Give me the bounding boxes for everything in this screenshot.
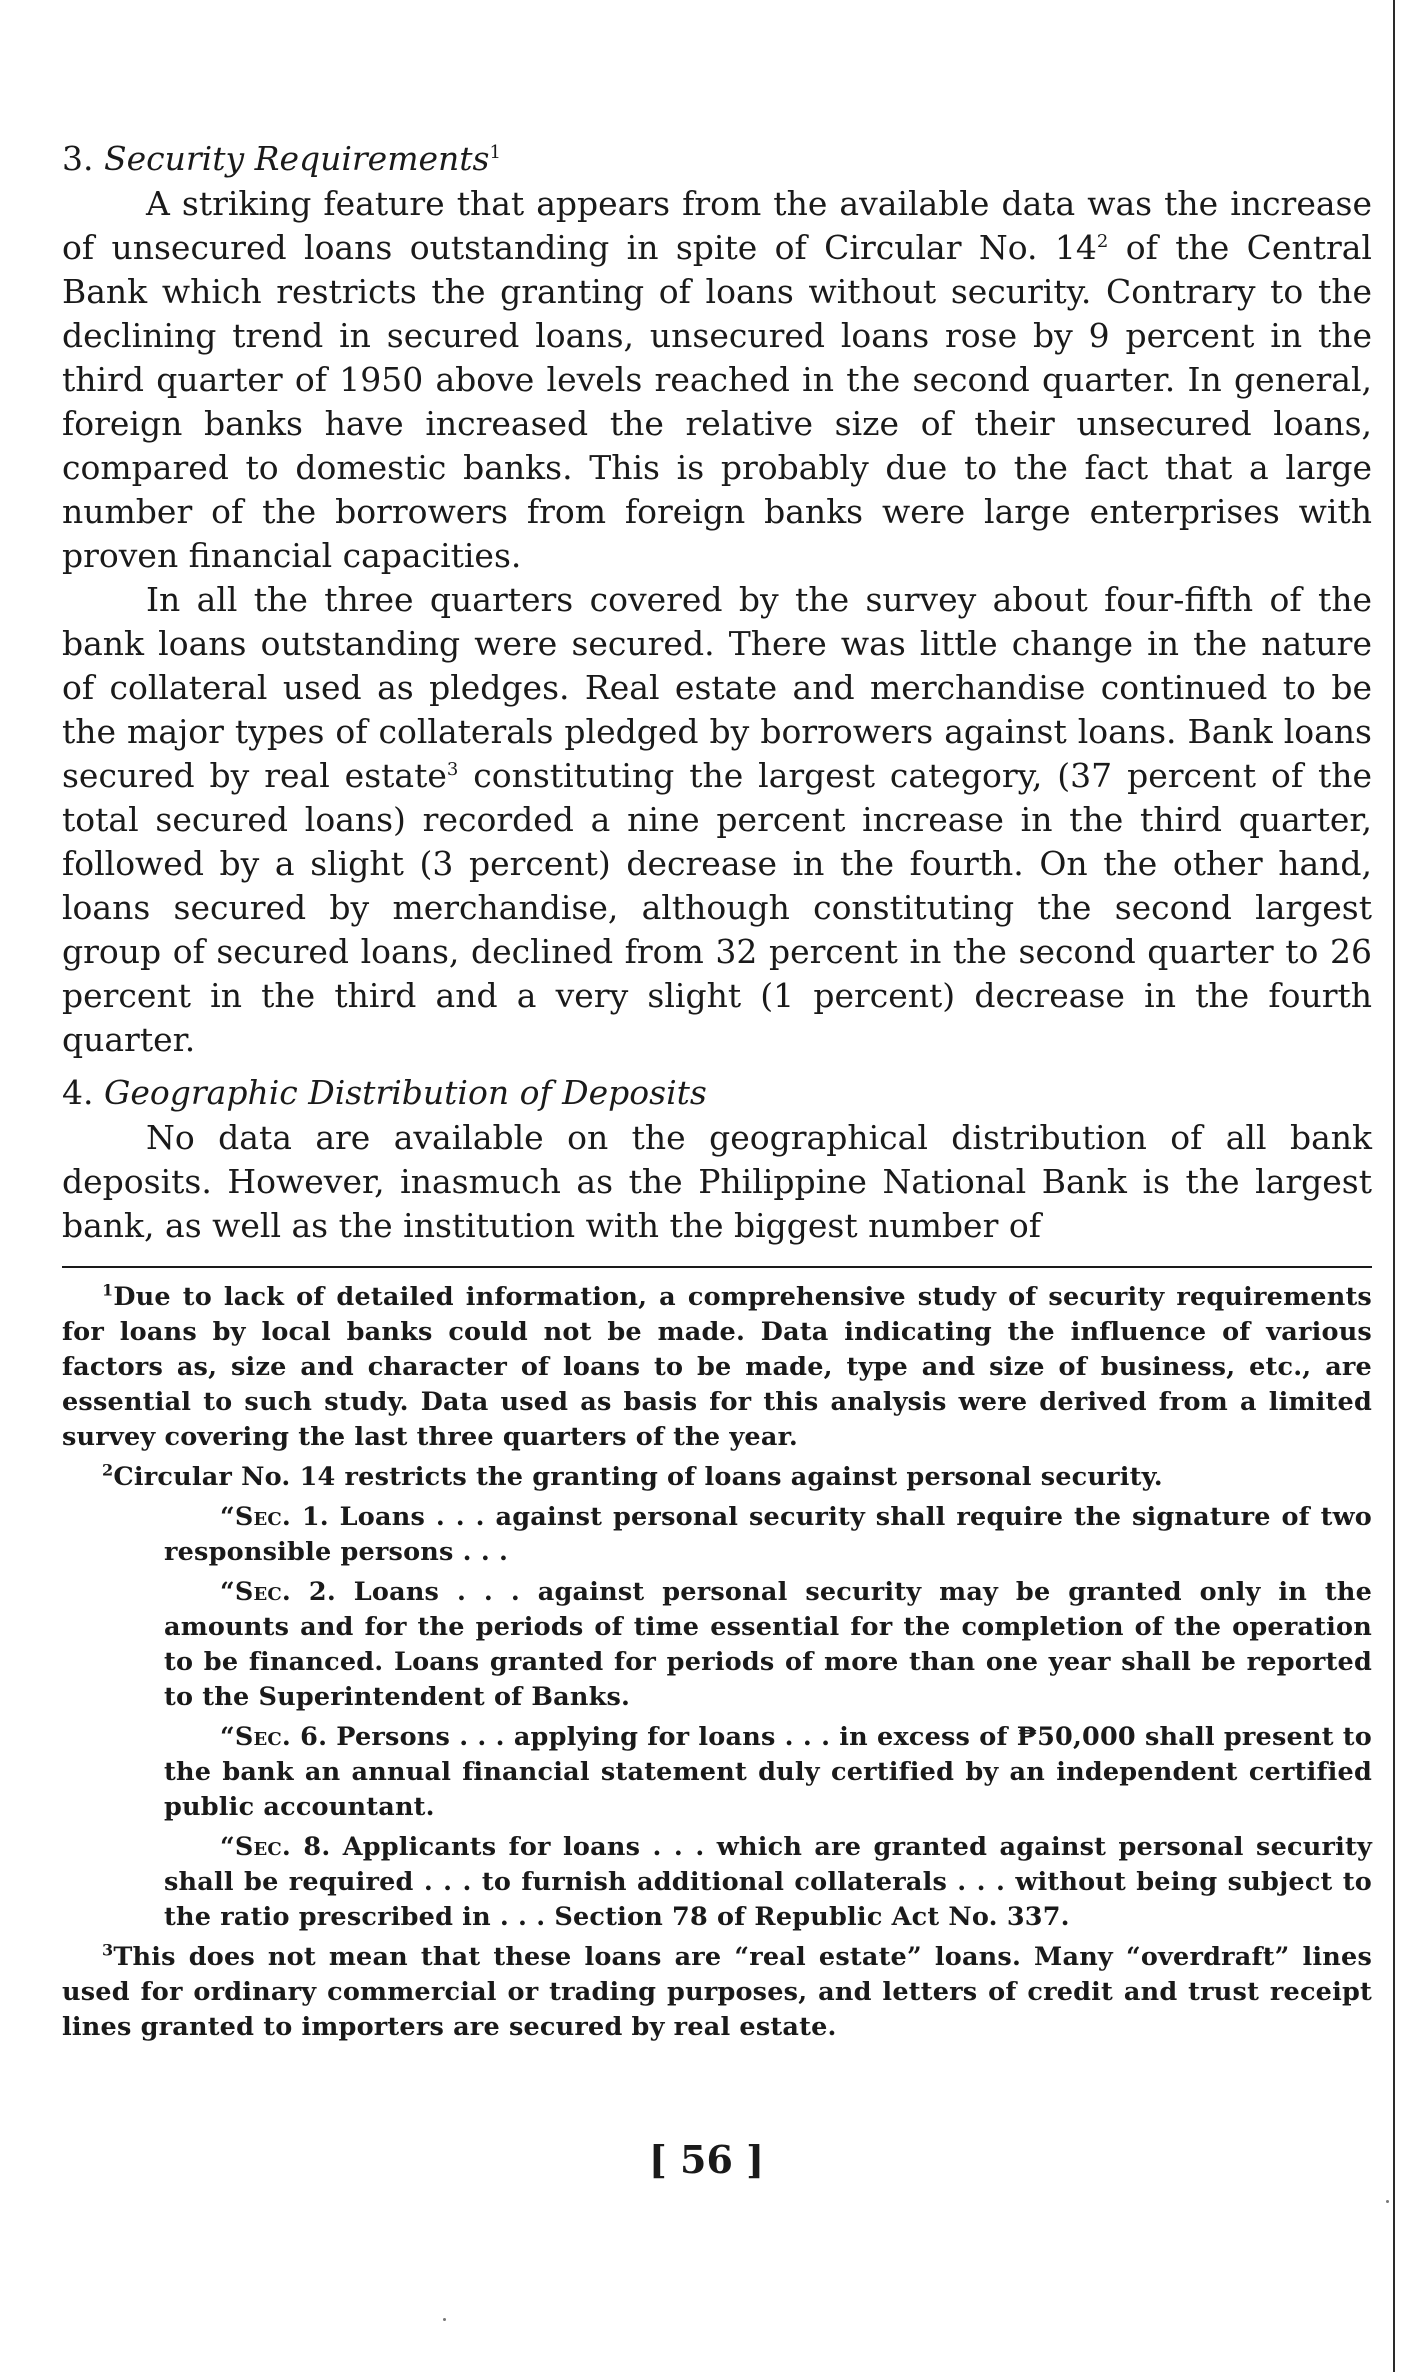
quote-mark: “: [220, 1832, 235, 1862]
footnote-3: [62, 1940, 1372, 2045]
footnote-quote-sec-2: [164, 1575, 1372, 1715]
page-body: [62, 138, 1372, 2050]
paragraph-text: A striking feature that appears from the available data was the increase of unsecured loans outstanding in spite of Circular No. 14: [62, 184, 1372, 267]
section-4-heading: [62, 1072, 1372, 1114]
section-label: Sec.: [234, 1722, 292, 1752]
section-3-heading: [62, 138, 1372, 180]
section-number: 4.: [62, 1073, 94, 1112]
section-number: 3.: [62, 139, 94, 178]
quote-text: 6. Persons . . . applying for loans . . . in excess of ₱50,000 shall present to the bank an annual financial statement duly certified by an independent certified public accountant.: [164, 1722, 1372, 1822]
footnote-quote-sec-8: [164, 1830, 1372, 1935]
body-paragraph: No data are available on the geographical distribution of all bank deposits. However, inasmuch as the Philippine National Bank is the largest bank, as well as the institution with the biggest number of: [62, 1118, 1372, 1245]
scan-speck: [1386, 2200, 1389, 2203]
body-paragraph: [62, 182, 1372, 578]
footnote-quote-sec-6: [164, 1720, 1372, 1825]
footnote-1: [62, 1280, 1372, 1455]
section-label: Sec.: [234, 1502, 292, 1532]
footnote-quote-sec-1: [164, 1500, 1372, 1570]
scan-margin-line: [1393, 0, 1395, 2372]
paragraph-text: In all the three quarters covered by the survey about four-fifth of the bank loans outstanding were secured. There was little change in the nature of collateral used as pledges. Real estate and merchandise continued to be the major types of collaterals pledged by borrowers against loans. Bank loans secured by real estate: [62, 580, 1372, 795]
spacer: [62, 1062, 1372, 1072]
quote-text: 2. Loans . . . against personal security may be granted only in the amounts and for the periods of time essential for the completion of the operation to be financed. Loans granted for periods of more than one year shall be reported to the Superintendent of Banks.: [164, 1577, 1372, 1712]
section-title: Security Requirements: [104, 139, 490, 178]
quote-text: 8. Applicants for loans . . . which are granted against personal security shall be required . . . to furnish additional collaterals . . . without being subject to the ratio prescribed in . . . Section 78 of Republic Act No. 337.: [164, 1832, 1372, 1932]
footnote-text: This does not mean that these loans are “real estate” loans. Many “overdraft” lines used for ordinary commercial or trading purposes, and letters of credit and trust receipt lines granted to importers are secured by real estate.: [62, 1942, 1372, 2042]
paragraph-text: constituting the largest category, (37 percent of the total secured loans) recorded a nine percent increase in the third quarter, followed by a slight (3 percent) decrease in the fourth. On the other hand, loans secured by merchandise, although constituting the second largest group of secured loans, declined from 32 percent in the second quarter to 26 percent in the third and a very slight (1 percent) decrease in the fourth quarter.: [62, 756, 1372, 1059]
section-title: Geographic Distribution of Deposits: [104, 1073, 707, 1112]
footnote-mark: 2: [102, 1460, 114, 1480]
footnote-text: Circular No. 14 restricts the granting of loans against personal security.: [113, 1462, 1163, 1492]
footnote-text: Due to lack of detailed information, a comprehensive study of security requirements for loans by local banks could not be made. Data indicating the influence of various factors as, size and character of loans to be made, type and size of business, etc., are essential to such study. Data used as basis for this analysis were derived from a limited survey covering the last three quarters of the year.: [62, 1282, 1372, 1452]
paragraph-text: of the Central Bank which restricts the granting of loans without security. Contrary to the declining trend in secured loans, unsecured loans rose by 9 percent in the third quarter of 1950 above levels reached in the second quarter. In general, foreign banks have increased the relative size of their unsecured loans, compared to domestic banks. This is probably due to the fact that a large number of the borrowers from foreign banks were large enterprises with proven financial capacities.: [62, 228, 1372, 575]
footnote-ref: 1: [489, 142, 501, 163]
footnote-mark: 1: [102, 1280, 114, 1300]
page-number: [ 56 ]: [648, 2137, 765, 2182]
footnote-2: [62, 1460, 1372, 1495]
section-label: Sec.: [234, 1832, 292, 1862]
body-paragraph: [62, 578, 1372, 1062]
footnote-mark: 3: [102, 1940, 114, 1960]
footnote-ref: 2: [1096, 231, 1109, 252]
quote-mark: “: [220, 1722, 235, 1752]
quote-mark: “: [220, 1502, 235, 1532]
quote-text: 1. Loans . . . against personal security shall require the signature of two responsible persons . . .: [164, 1502, 1372, 1567]
quote-mark: “: [220, 1577, 235, 1607]
scan-speck: [443, 2318, 446, 2321]
section-label: Sec.: [234, 1577, 292, 1607]
footnote-divider: [62, 1266, 1372, 1268]
footnote-ref: 3: [446, 759, 459, 780]
